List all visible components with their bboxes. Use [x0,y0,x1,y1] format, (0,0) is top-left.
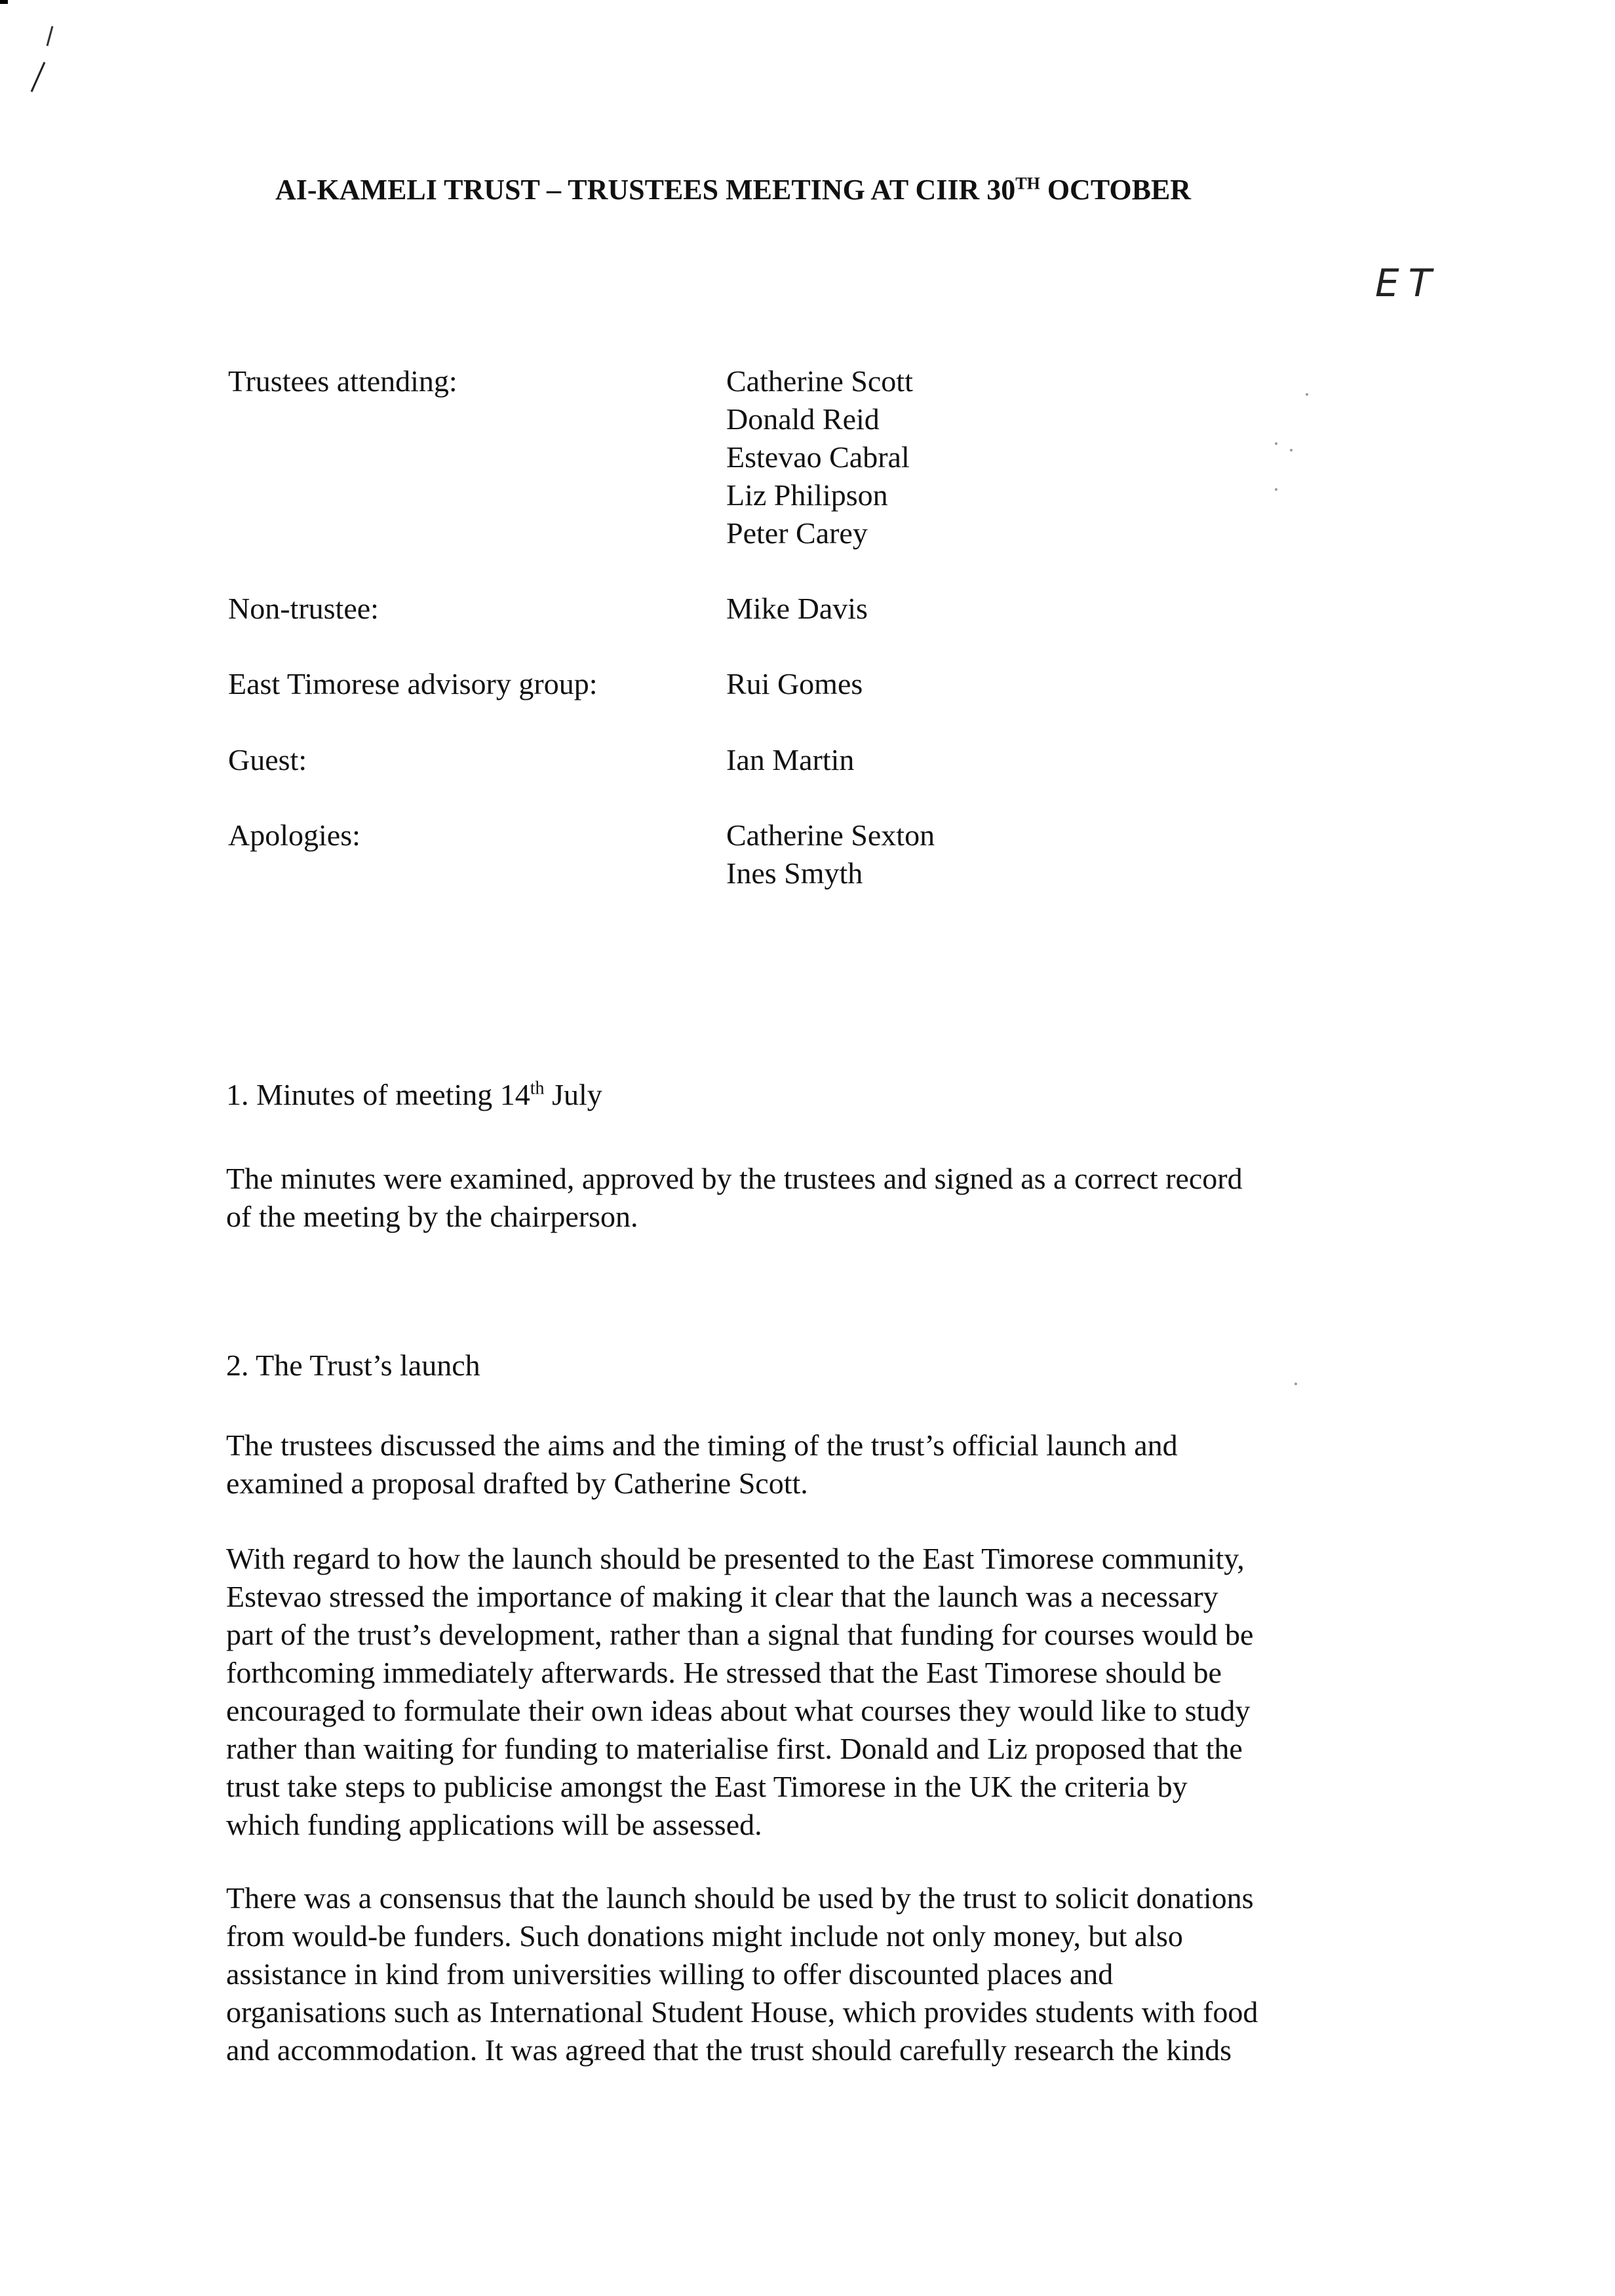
paragraph-launch-aims [226,1426,1360,1502]
paragraph-line: examined a proposal drafted by Catherine Scott. [226,1466,808,1500]
attendee-name: Mike Davis [726,592,868,625]
attendee-name: Estevao Cabral [726,440,910,474]
paragraph-line: from would-be funders. Such donations might include not only money, but also [226,1919,1183,1953]
attendance-label: East Timorese advisory group: [228,667,598,700]
paragraph-line: The minutes were examined, approved by the trustees and signed as a correct record [226,1162,1243,1195]
attendee-name: Donald Reid [726,402,880,436]
paragraph-line: and accommodation. It was agreed that the trust should carefully research the kinds [226,2033,1232,2067]
paragraph-line: of the meeting by the chairperson. [226,1200,638,1233]
section-heading-launch: 2. The Trust’s launch [226,1349,480,1382]
attendance-names [726,665,863,703]
attendance-label: Trustees attending: [228,364,457,398]
paragraph-line: organisations such as International Student House, which provides students with food [226,1995,1258,2029]
attendance-label: Apologies: [228,818,360,852]
scan-speck [1275,442,1277,445]
paragraph-line: Estevao stressed the importance of making it clear that the launch was a necessary [226,1580,1218,1613]
paragraph-line: There was a consensus that the launch should be used by the trust to solicit donations [226,1881,1254,1915]
paragraph-line: trust take steps to publicise amongst the East Timorese in the UK the criteria by [226,1770,1188,1803]
attendee-name: Peter Carey [726,516,868,550]
scan-mark-icon [0,0,131,131]
paragraph-minutes [226,1160,1360,1236]
paragraph-line: With regard to how the launch should be presented to the East Timorese community, [226,1542,1245,1575]
attendance-label: Non-trustee: [228,592,379,625]
scan-speck [1306,393,1308,396]
paragraph-line: which funding applications will be assessed. [226,1808,762,1841]
scan-speck [1294,1383,1297,1385]
handwritten-initials: ET [1375,261,1441,305]
attendance-names [726,741,854,779]
section-heading-minutes: 1. Minutes of meeting 14th July [226,1078,602,1111]
attendance-names [726,362,913,552]
paragraph-line: rather than waiting for funding to materialise first. Donald and Liz proposed that the [226,1732,1243,1765]
scan-speck [1275,488,1277,491]
page-title: AI-KAMELI TRUST – TRUSTEES MEETING AT CIIR 30TH OCTOBER [275,174,1192,206]
attendance-label: Guest: [228,743,307,776]
attendee-name: Ines Smyth [726,856,863,890]
paragraph-line: The trustees discussed the aims and the timing of the trust’s official launch and [226,1428,1178,1462]
scan-speck [1290,449,1293,451]
attendee-name: Catherine Scott [726,364,913,398]
attendee-name: Rui Gomes [726,667,863,700]
paragraph-line: assistance in kind from universities willing to offer discounted places and [226,1957,1114,1991]
attendee-name: Liz Philipson [726,478,888,512]
attendee-name: Catherine Sexton [726,818,935,852]
paragraph-launch-presentation [226,1540,1360,1844]
attendance-names [726,590,868,628]
paragraph-launch-donations [226,1879,1360,2069]
attendee-name: Ian Martin [726,743,855,776]
paragraph-line: encouraged to formulate their own ideas about what courses they would like to study [226,1694,1251,1727]
paragraph-line: part of the trust’s development, rather than a signal that funding for courses would be [226,1618,1254,1651]
attendance-names [726,816,935,892]
paragraph-line: forthcoming immediately afterwards. He stressed that the East Timorese should be [226,1656,1222,1689]
